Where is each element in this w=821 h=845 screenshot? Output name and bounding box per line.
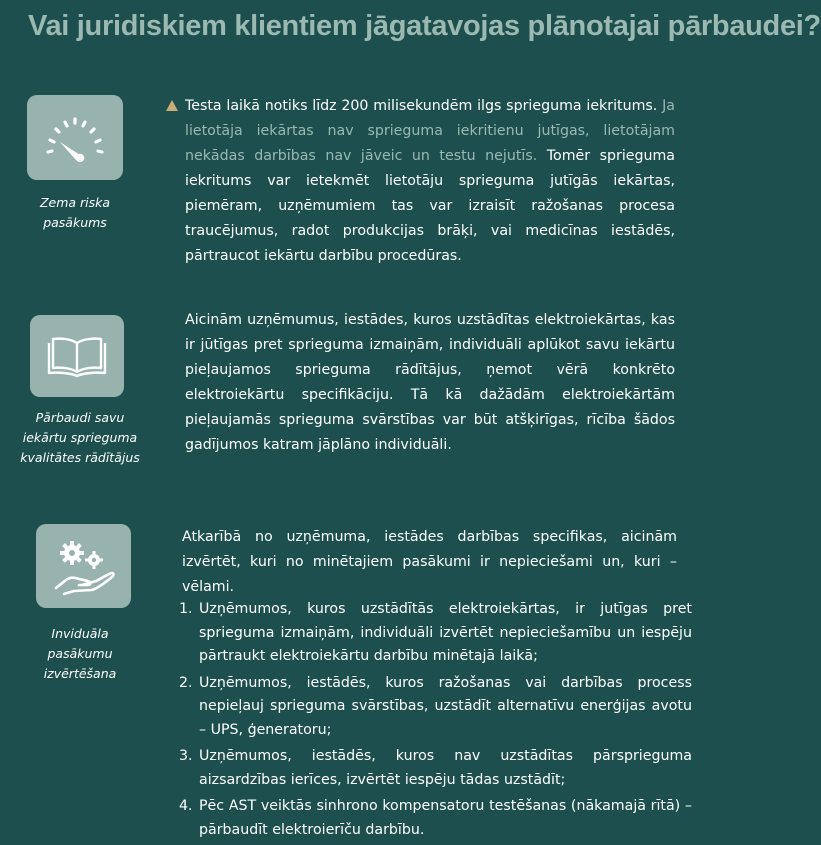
section-1-text-a: Testa laikā notiks līdz 200 milisekundēm ilgs sprieguma iekritums. (185, 98, 663, 114)
list-item: 1. Uzņēmumos, kuros uzstādītās elektroiekārtas, ir jutīgas pret sprieguma izmaiņām, individuāli izvērtēt nepieciešamību un iespēju pārtraukt elektroiekārtu darbību minētajā laikā; (197, 598, 692, 669)
section-1-caption: Zema riska pasākums (39, 195, 111, 230)
list-item: 3. Uzņēmumos, iestādēs, kuros nav uzstādītas pārsprieguma aizsardzības ierīces, izvērtēt iespēju tādas uzstādīt; (197, 745, 692, 792)
section-1-text-c: Tomēr sprieguma iekritums var ietekmēt lietotāju sprieguma jutīgās iekārtas, piemēram, uzņēmumiem tas var izraisīt ražošanas procesa traucējumus, radot produkcijas brāķi, vai medicīnas iestādēs, pārtraucot iekārtu darbību procedūras. (185, 148, 676, 264)
book-icon (47, 335, 107, 377)
section-1-text-highlight: Ja lietotāja iekārtas nav sprieguma iekritienu jutīgas, lietotājam nekādas darbības nav jāveic un testu nejutīs. (185, 98, 675, 164)
section-1-text (185, 94, 675, 269)
gauge-tile (27, 95, 123, 180)
gears-tile (36, 524, 131, 608)
list-item: 2. Uzņēmumos, iestādēs, kuros ražošanas vai darbības process nepieļauj sprieguma svārstības, uzstādīt alternatīvu enerģijas avotu – UPS, ģeneratoru; (197, 672, 692, 743)
gears-hand-icon (52, 536, 116, 596)
warning-marker-icon (166, 100, 178, 111)
measures-list (182, 598, 692, 845)
list-item: 4. Pēc AST veiktās sinhrono kompensatoru testēšanas (nākamajā rītā) – pārbaudīt elektroierīču darbību. (197, 795, 692, 842)
section-3-intro: Atkarībā no uzņēmuma, iestādes darbības specifikas, aicinām izvērtēt, kuri no minētajiem pasākumi ir nepieciešami un, kuri – vēlami. (182, 529, 677, 595)
gauge-icon (42, 112, 108, 164)
book-tile (30, 315, 124, 397)
section-2-text: Aicinām uzņēmumus, iestādes, kuros uzstādītas elektroiekārtas, kas ir jūtīgas pret sprieguma izmaiņām, individuāli aplūkot savu iekārtu pieļaujamos sprieguma rādītājus, ņemot vērā konkrēto elektroiekārtu specifikāciju. Tā kā dažādām elektroiekārtām pieļaujamās sprieguma svārstības var būt atšķirīgas, rīcība šādos gadījumos katram jāplāno individuāli. (185, 312, 675, 453)
section-3-caption: Inviduāla pasākumu izvērtēšana (43, 626, 117, 681)
page-title: Vai juridiskiem klientiem jāgatavojas plānotajai pārbaudei? (28, 10, 821, 42)
section-2-caption: Pārbaudi savu iekārtu sprieguma kvalitātes rādītājus (20, 410, 140, 465)
